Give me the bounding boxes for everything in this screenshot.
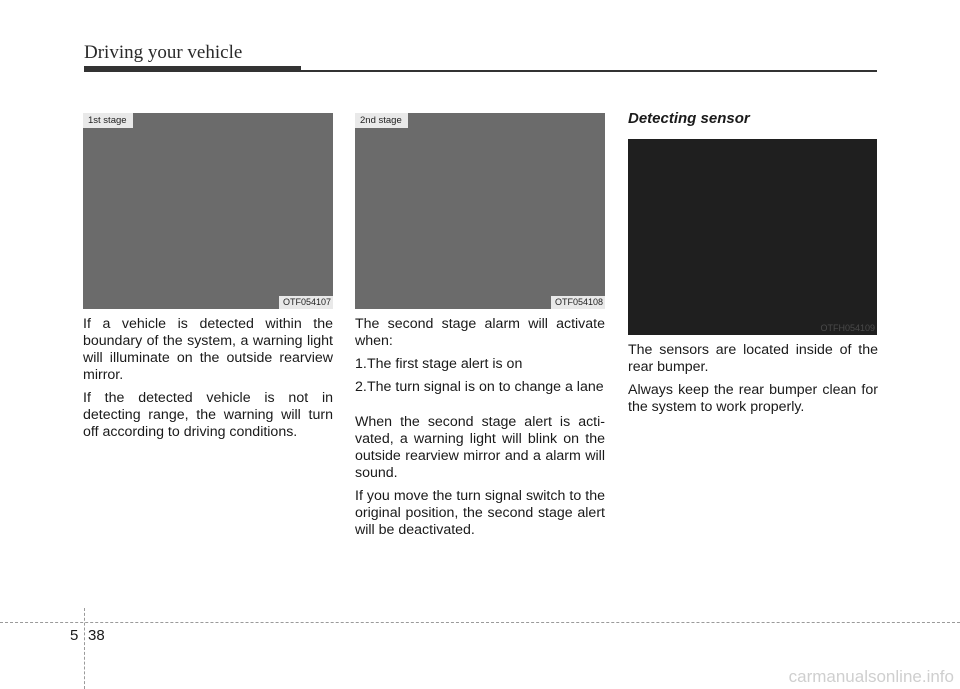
figure-detecting-sensor: [628, 139, 877, 335]
column-2-text: [355, 316, 605, 545]
page-header-title: Driving your vehicle: [84, 42, 243, 63]
list-number: 1.: [355, 356, 367, 372]
section-heading: Detecting sensor: [628, 110, 750, 127]
figure-code: OTF054108: [551, 296, 605, 309]
figure-first-stage: [83, 113, 333, 309]
list-text: The first stage alert is on: [367, 356, 523, 372]
paragraph: When the second stage alert is acti-vated, a warning light will blink on the outside rearview mirror and a alarm will sound.: [355, 414, 605, 481]
paragraph: Always keep the rear bumper clean for the system to work properly.: [628, 382, 878, 415]
chapter-number: 5: [70, 627, 79, 644]
column-3-text: [628, 342, 878, 422]
figure-second-stage: [355, 113, 605, 309]
list-text: The turn signal is on to change a lane: [367, 379, 604, 395]
column-1-text: [83, 316, 333, 447]
paragraph: The sensors are located inside of the rear bumper.: [628, 342, 878, 375]
footer-divider: [84, 608, 85, 689]
paragraph: If the detected vehicle is not in detecting range, the warning will turn off according to driving conditions.: [83, 390, 333, 440]
watermark: carmanualsonline.info: [788, 667, 954, 686]
paragraph: If you move the turn signal switch to the original position, the second stage alert will be deactivated.: [355, 488, 605, 538]
figure-code: OTFH054109: [820, 323, 875, 333]
paragraph: The second stage alarm will activate when:: [355, 316, 605, 349]
list-number: 2.: [355, 379, 367, 395]
page-number: 38: [88, 627, 105, 644]
figure-stage-label: 1st stage: [83, 113, 133, 128]
figure-stage-label: 2nd stage: [355, 113, 408, 128]
header-rule: [84, 70, 877, 72]
list-item: [355, 379, 605, 396]
footer-rule: [0, 622, 960, 623]
list-item: [355, 356, 605, 373]
paragraph: If a vehicle is detected within the boundary of the system, a warning light will illuminate on the outside rearview mirror.: [83, 316, 333, 383]
figure-code: OTF054107: [279, 296, 333, 309]
